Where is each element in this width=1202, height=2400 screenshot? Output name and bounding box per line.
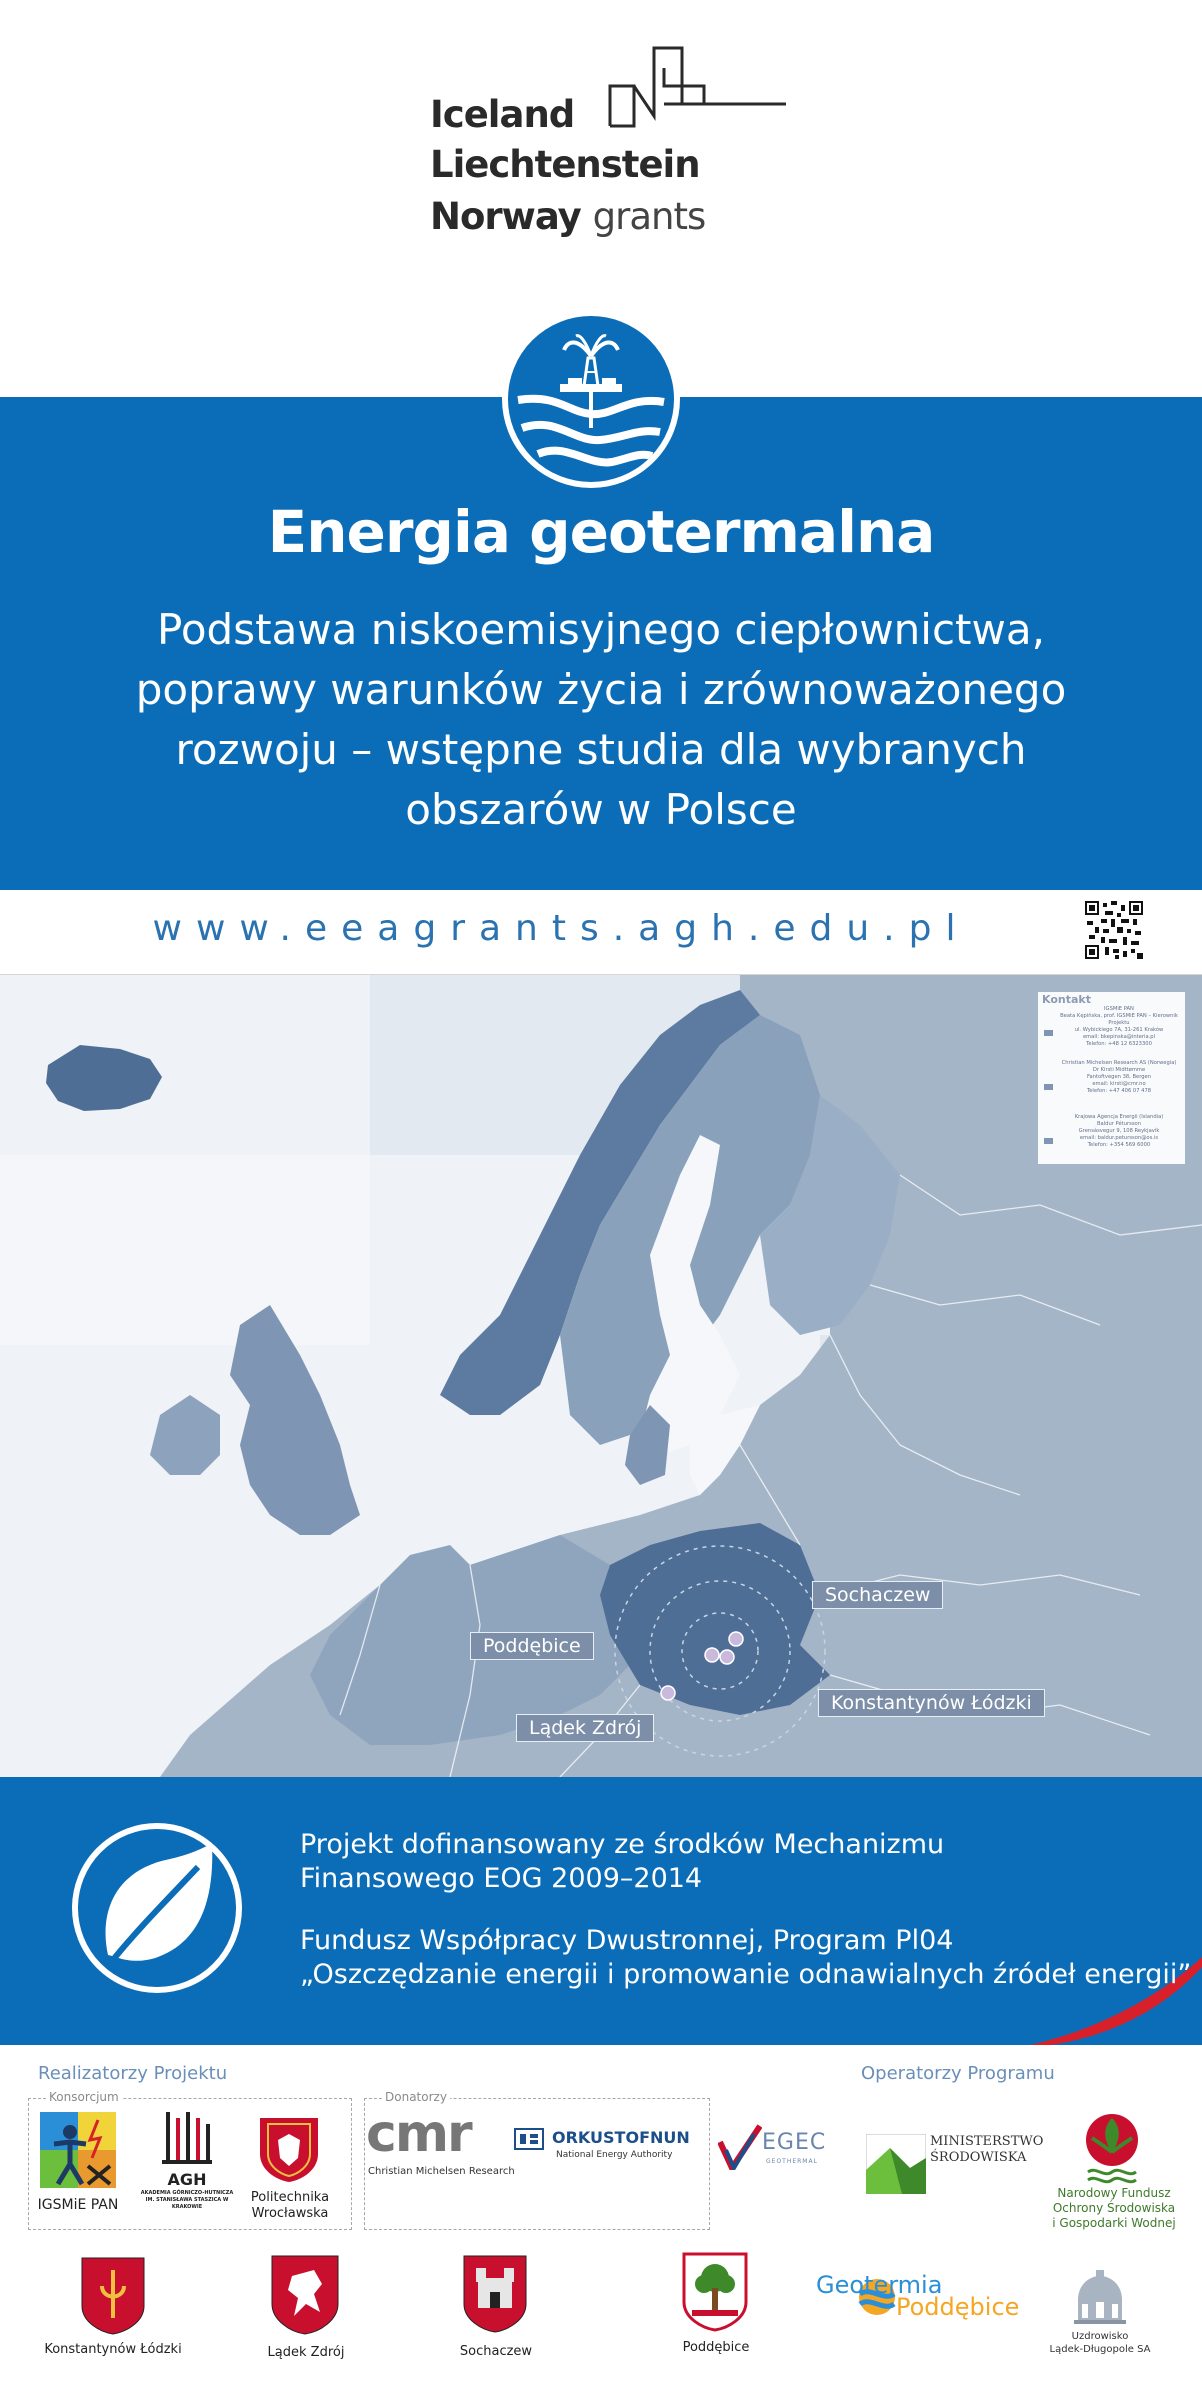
cmr-logo: cmr bbox=[366, 2104, 471, 2164]
logo-norway-grants bbox=[430, 195, 706, 238]
envelope-icon bbox=[1044, 1138, 1053, 1144]
funding-text-1: Projekt dofinansowany ze środków Mechanizmu Finansowego EOG 2009–2014 bbox=[300, 1829, 945, 1894]
subtitle-line: obszarów w Polsce bbox=[405, 785, 797, 834]
nfosigw-logo bbox=[1082, 2112, 1142, 2184]
konstantynow-crest bbox=[80, 2256, 146, 2336]
egec-logo-mark bbox=[718, 2124, 762, 2170]
town-ladek-zdroj: Lądek Zdrój bbox=[267, 2345, 345, 2360]
donatorzy-label: Donatorzy bbox=[382, 2090, 450, 2104]
agh-full-name: AKADEMIA GÓRNICZO-HUTNICZA IM. STANISŁAWA STASZICA W KRAKOWIE bbox=[140, 2190, 234, 2210]
pwr-logo bbox=[254, 2114, 324, 2184]
city-label-sochaczew: Sochaczew bbox=[812, 1581, 943, 1609]
logo-norway: Norway bbox=[430, 195, 581, 238]
orkustofnun-sub: National Energy Authority bbox=[556, 2150, 673, 2160]
agh-logo bbox=[162, 2110, 212, 2166]
ladek-crest bbox=[270, 2254, 340, 2336]
geotermia-poddebice-logo: Geotermia Poddębice bbox=[816, 2271, 1020, 2321]
qr-code-icon[interactable] bbox=[1085, 901, 1143, 959]
logo-iceland: Iceland bbox=[430, 93, 575, 136]
igsmie-name: IGSMiE PAN bbox=[37, 2197, 119, 2213]
agh-name: AGH bbox=[167, 2170, 207, 2189]
cmr-full-name: Christian Michelsen Research bbox=[368, 2166, 515, 2177]
egec-name: EGEC bbox=[762, 2130, 827, 2155]
egec-sub: GEOTHERMAL bbox=[766, 2158, 818, 2165]
city-label-konstantynow: Konstantynów Łódzki bbox=[818, 1689, 1045, 1717]
eea-grants-logo bbox=[430, 38, 790, 248]
realizatorzy-title: Realizatorzy Projektu bbox=[38, 2063, 228, 2084]
igsmie-logo bbox=[40, 2112, 116, 2188]
skyline-icon bbox=[608, 38, 788, 128]
contact-box bbox=[1038, 992, 1185, 1164]
orkustofnun-name: ORKUSTOFNUN bbox=[552, 2128, 690, 2147]
logo-grants: grants bbox=[592, 195, 706, 238]
subtitle-line: rozwoju – wstępne studia dla wybranych bbox=[175, 725, 1027, 774]
contact-title: Kontakt bbox=[1042, 993, 1091, 1006]
europe-map bbox=[0, 975, 1202, 1777]
city-label-poddebice: Poddębice bbox=[470, 1632, 594, 1660]
subtitle-line: poprawy warunków życia i zrównoważonego bbox=[135, 665, 1067, 714]
logo-liechtenstein: Liechtenstein bbox=[430, 143, 700, 186]
town-poddebice: Poddębice bbox=[682, 2340, 750, 2355]
funding-text-2: Fundusz Współpracy Dwustronnej, Program Pl04 „Oszczędzanie energii i promowanie odnawialnych źródeł energii” bbox=[300, 1925, 1192, 1990]
map-graphic bbox=[0, 975, 1202, 1777]
sochaczew-crest bbox=[462, 2254, 528, 2334]
geothermal-icon bbox=[502, 310, 680, 488]
poddebice-crest bbox=[682, 2252, 748, 2332]
uzdrowisko-logo bbox=[1072, 2270, 1128, 2326]
contact-block: Christian Michelsen Research AS (Norwegia) Dr Kirsti Midttømme Fantoftvegen 38, Bergen email: kirsti@cmr.no Telefon: +47 406 07 478 bbox=[1061, 1060, 1177, 1094]
subtitle-line: Podstawa niskoemisyjnego ciepłownictwa, bbox=[157, 605, 1045, 654]
page-subtitle bbox=[90, 600, 1112, 840]
page-title: Energia geotermalna bbox=[267, 498, 935, 566]
town-konstantynow: Konstantynów Łódzki bbox=[44, 2342, 182, 2357]
envelope-icon bbox=[1044, 1030, 1053, 1036]
ministerstwo-logo bbox=[866, 2134, 926, 2194]
uzdrowisko-name: Uzdrowisko Lądek-Długopole SA bbox=[1049, 2331, 1151, 2355]
operatorzy-title: Operatorzy Programu bbox=[861, 2063, 1055, 2084]
nfosigw-name: Narodowy Fundusz Ochrony Środowiska i Gospodarki Wodnej bbox=[1052, 2186, 1176, 2230]
leaf-icon bbox=[72, 1823, 242, 1993]
city-label-ladek-zdroj: Lądek Zdrój bbox=[516, 1714, 654, 1742]
pwr-name: Politechnika Wrocławska bbox=[250, 2190, 330, 2221]
project-url[interactable]: www.eeagrants.agh.edu.pl bbox=[152, 908, 970, 949]
ministerstwo-name: MINISTERSTWO ŚRODOWISKA bbox=[930, 2134, 1044, 2165]
contact-block: Krajowa Agencja Energii (Islandia) Baldur Pétursson Grensásvegur 9, 108 Reykjavík email: baldur.petursson@os.is Telefon: +354 569 6000 bbox=[1074, 1114, 1164, 1148]
orkustofnun-icon bbox=[514, 2128, 544, 2150]
envelope-icon bbox=[1044, 1084, 1053, 1090]
contact-block: IGSMiE PAN Beata Kępińska, prof. IGSMiE PAN – Kierownik Projektu ul. Wybickiego 7A, 31-261 Kraków email: bkepinska@interia.pl Telefon: +48 12 6323300 bbox=[1060, 1006, 1178, 1047]
konsorcjum-label: Konsorcjum bbox=[46, 2090, 122, 2104]
town-sochaczew: Sochaczew bbox=[459, 2344, 533, 2359]
